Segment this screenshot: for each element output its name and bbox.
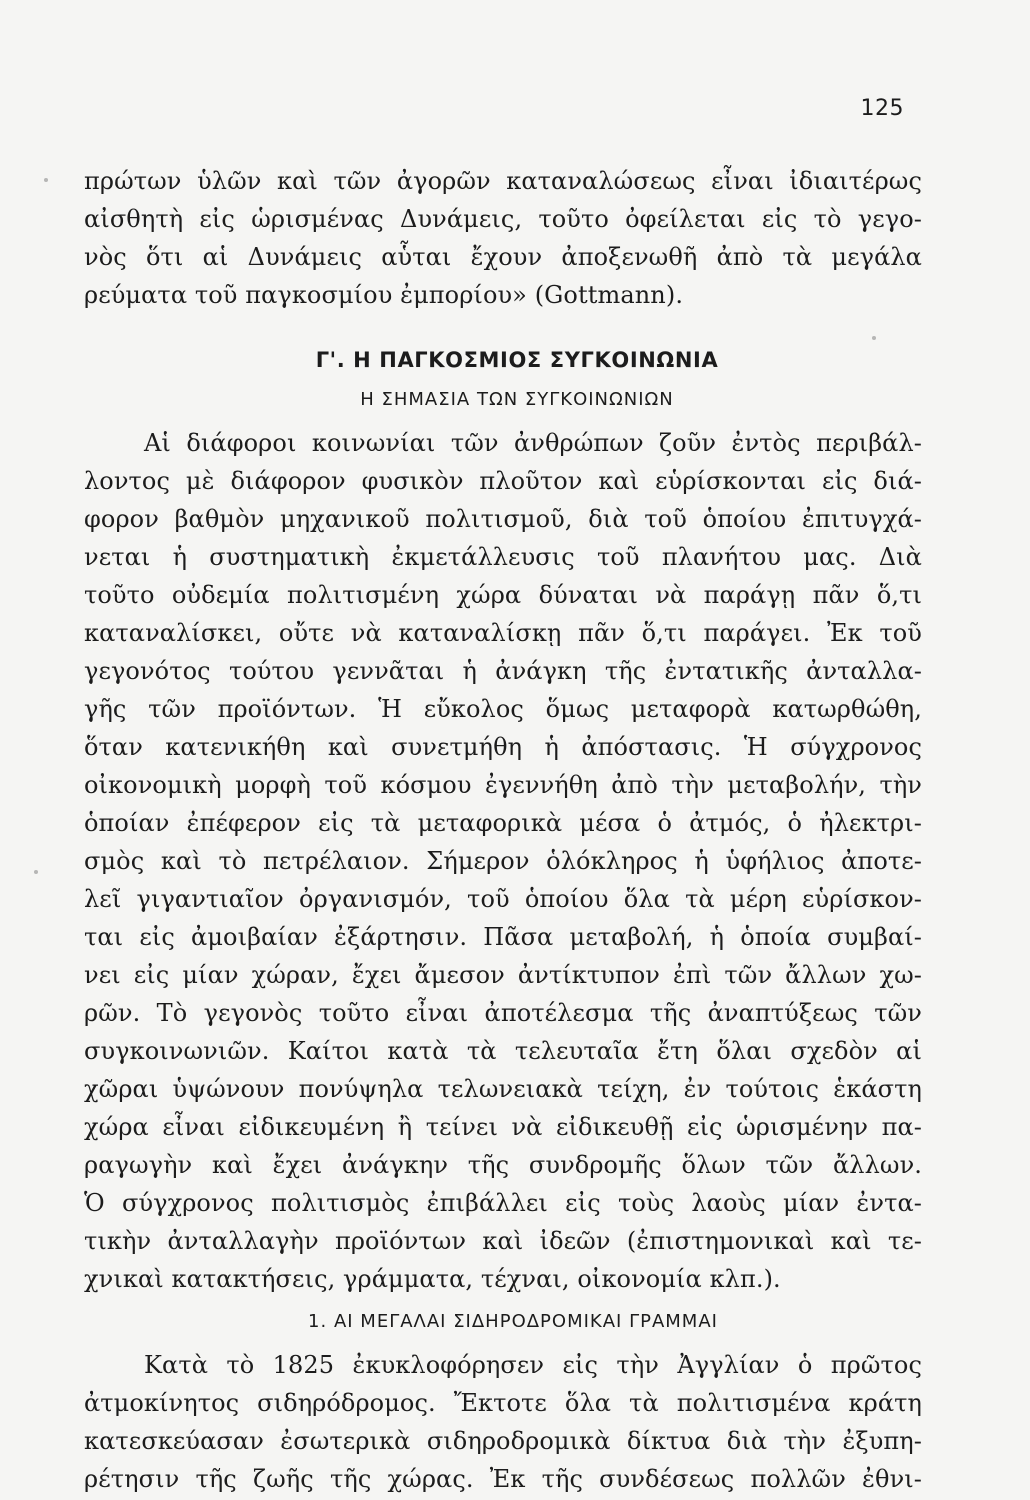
last-paragraph-line: κατεσκεύασαν ἐσωτερικὰ σιδηροδρομικὰ δίκτυα διὰ τὴν ἐξυπη-	[84, 1427, 922, 1455]
main-paragraph-line: ὅταν κατενικήθη καὶ συνετμήθη ἡ ἀπόστασις. Ἡ σύγχρονος	[84, 733, 922, 761]
last-paragraph	[84, 1346, 922, 1498]
main-paragraph-line: καταναλίσκει, οὔτε νὰ καταναλίσκῃ πᾶν ὅ,τι παράγει. Ἐκ τοῦ	[84, 619, 922, 647]
main-paragraph-line: φορον βαθμὸν μηχανικοῦ πολιτισμοῦ, διὰ τοῦ ὁποίου ἐπιτυγχά-	[84, 505, 922, 533]
heading-2: 1. ΑΙ ΜΕΓΑΛΑΙ ΣΙΔΗΡΟΔΡΟΜΙΚΑΙ ΓΡΑΜΜΑΙ	[308, 1311, 718, 1332]
main-paragraph-line: Ὁ σύγχρονος πολιτισμὸς ἐπιβάλλει εἰς τοὺς λαοὺς μίαν ἐντα-	[84, 1189, 922, 1217]
main-paragraph-line: συγκοινωνιῶν. Καίτοι κατὰ τὰ τελευταῖα ἔτη ὅλαι σχεδὸν αἱ	[84, 1037, 922, 1065]
scan-speck	[872, 336, 876, 340]
main-paragraph-line: ται εἰς ἀμοιβαίαν ἐξάρτησιν. Πᾶσα μεταβολή, ἡ ὁποία συμβαί-	[84, 923, 922, 951]
main-paragraph-line: οἰκονομικὴ μορφὴ τοῦ κόσμου ἐγεννήθη ἀπὸ τὴν μεταβολήν, τὴν	[84, 771, 922, 799]
main-paragraph-line: ρῶν. Τὸ γεγονὸς τοῦτο εἶναι ἀποτέλεσμα τῆς ἀναπτύξεως τῶν	[84, 999, 922, 1027]
page-content	[84, 152, 922, 1498]
top-paragraph	[84, 162, 922, 314]
page-number: 125	[860, 96, 904, 121]
main-paragraph-line: γῆς τῶν προϊόντων. Ἡ εὔκολος ὅμως μεταφορὰ κατωρθώθη,	[84, 695, 922, 723]
subsection-title: Η ΣΗΜΑΣΙΑ ΤΩΝ ΣΥΓΚΟΙΝΩΝΙΩΝ	[360, 389, 674, 410]
main-paragraph-line: Αἱ διάφοροι κοινωνίαι τῶν ἀνθρώπων ζοῦν ἐντὸς περιβάλ-	[144, 429, 922, 457]
top-paragraph-line: αἰσθητὴ εἰς ὡρισμένας Δυνάμεις, τοῦτο ὀφείλεται εἰς τὸ γεγο-	[84, 205, 922, 233]
main-paragraph-line: νεται ἡ συστηματικὴ ἐκμετάλλευσις τοῦ πλανήτου μας. Διὰ	[84, 543, 922, 571]
main-paragraph-line: ραγωγὴν καὶ ἔχει ἀνάγκην τῆς συνδρομῆς ὅλων τῶν ἄλλων.	[84, 1151, 922, 1179]
main-paragraph-line: λεῖ γιγαντιαῖον ὀργανισμόν, τοῦ ὁποίου ὅλα τὰ μέρη εὑρίσκον-	[84, 885, 922, 913]
main-paragraph	[84, 424, 922, 1298]
main-paragraph-line: χώρα εἶναι εἰδικευμένη ἢ τείνει νὰ εἰδικευθῇ εἰς ὡρισμένην πα-	[84, 1113, 922, 1141]
main-paragraph-line: σμὸς καὶ τὸ πετρέλαιον. Σήμερον ὁλόκληρος ἡ ὑφήλιος ἀποτε-	[84, 847, 922, 875]
top-paragraph-line: πρώτων ὑλῶν καὶ τῶν ἀγορῶν καταναλώσεως εἶναι ἰδιαιτέρως	[84, 167, 922, 195]
main-paragraph-line: ὁποίαν ἐπέφερον εἰς τὰ μεταφορικὰ μέσα ὁ ἀτμός, ὁ ἠλεκτρι-	[84, 809, 922, 837]
last-paragraph-line: ἀτμοκίνητος σιδηρόδρομος. Ἔκτοτε ὅλα τὰ πολιτισμένα κράτη	[84, 1389, 922, 1417]
last-paragraph-line: ρέτησιν τῆς ζωῆς τῆς χώρας. Ἐκ τῆς συνδέσεως πολλῶν ἐθνι-	[84, 1465, 922, 1493]
scan-speck	[34, 870, 38, 874]
main-paragraph-line: τοῦτο οὐδεμία πολιτισμένη χώρα δύναται νὰ παράγῃ πᾶν ὅ,τι	[84, 581, 922, 609]
main-paragraph-line: γεγονότος τούτου γεννᾶται ἡ ἀνάγκη τῆς ἐντατικῆς ἀνταλλα-	[84, 657, 922, 685]
main-paragraph-line: τικὴν ἀνταλλαγὴν προϊόντων καὶ ἰδεῶν (ἐπιστημονικαὶ καὶ τε-	[84, 1227, 922, 1255]
section-title: Γ'. Η ΠΑΓΚΟΣΜΙΟΣ ΣΥΓΚΟΙΝΩΝΙΑ	[315, 348, 719, 372]
main-paragraph-line: λοντος μὲ διάφορον φυσικὸν πλοῦτον καὶ εὑρίσκονται εἰς διά-	[84, 467, 922, 495]
main-paragraph-line: χνικαὶ κατακτήσεις, γράμματα, τέχναι, οἰκονομία κλπ.).	[84, 1265, 781, 1293]
scan-speck	[44, 178, 48, 182]
main-paragraph-line: χῶραι ὑψώνουν πονύψηλα τελωνειακὰ τείχη, ἐν τούτοις ἑκάστη	[84, 1075, 922, 1103]
top-paragraph-line: ρεύματα τοῦ παγκοσμίου ἐμπορίου» (Gottmann).	[84, 281, 684, 309]
main-paragraph-line: νει εἰς μίαν χώραν, ἔχει ἄμεσον ἀντίκτυπον ἐπὶ τῶν ἄλλων χω-	[84, 961, 922, 989]
last-paragraph-line: Κατὰ τὸ 1825 ἐκυκλοφόρησεν εἰς τὴν Ἀγγλίαν ὁ πρῶτος	[144, 1351, 922, 1379]
top-paragraph-line: νὸς ὅτι αἱ Δυνάμεις αὗται ἔχουν ἀποξενωθῆ ἀπὸ τὰ μεγάλα	[84, 243, 922, 271]
